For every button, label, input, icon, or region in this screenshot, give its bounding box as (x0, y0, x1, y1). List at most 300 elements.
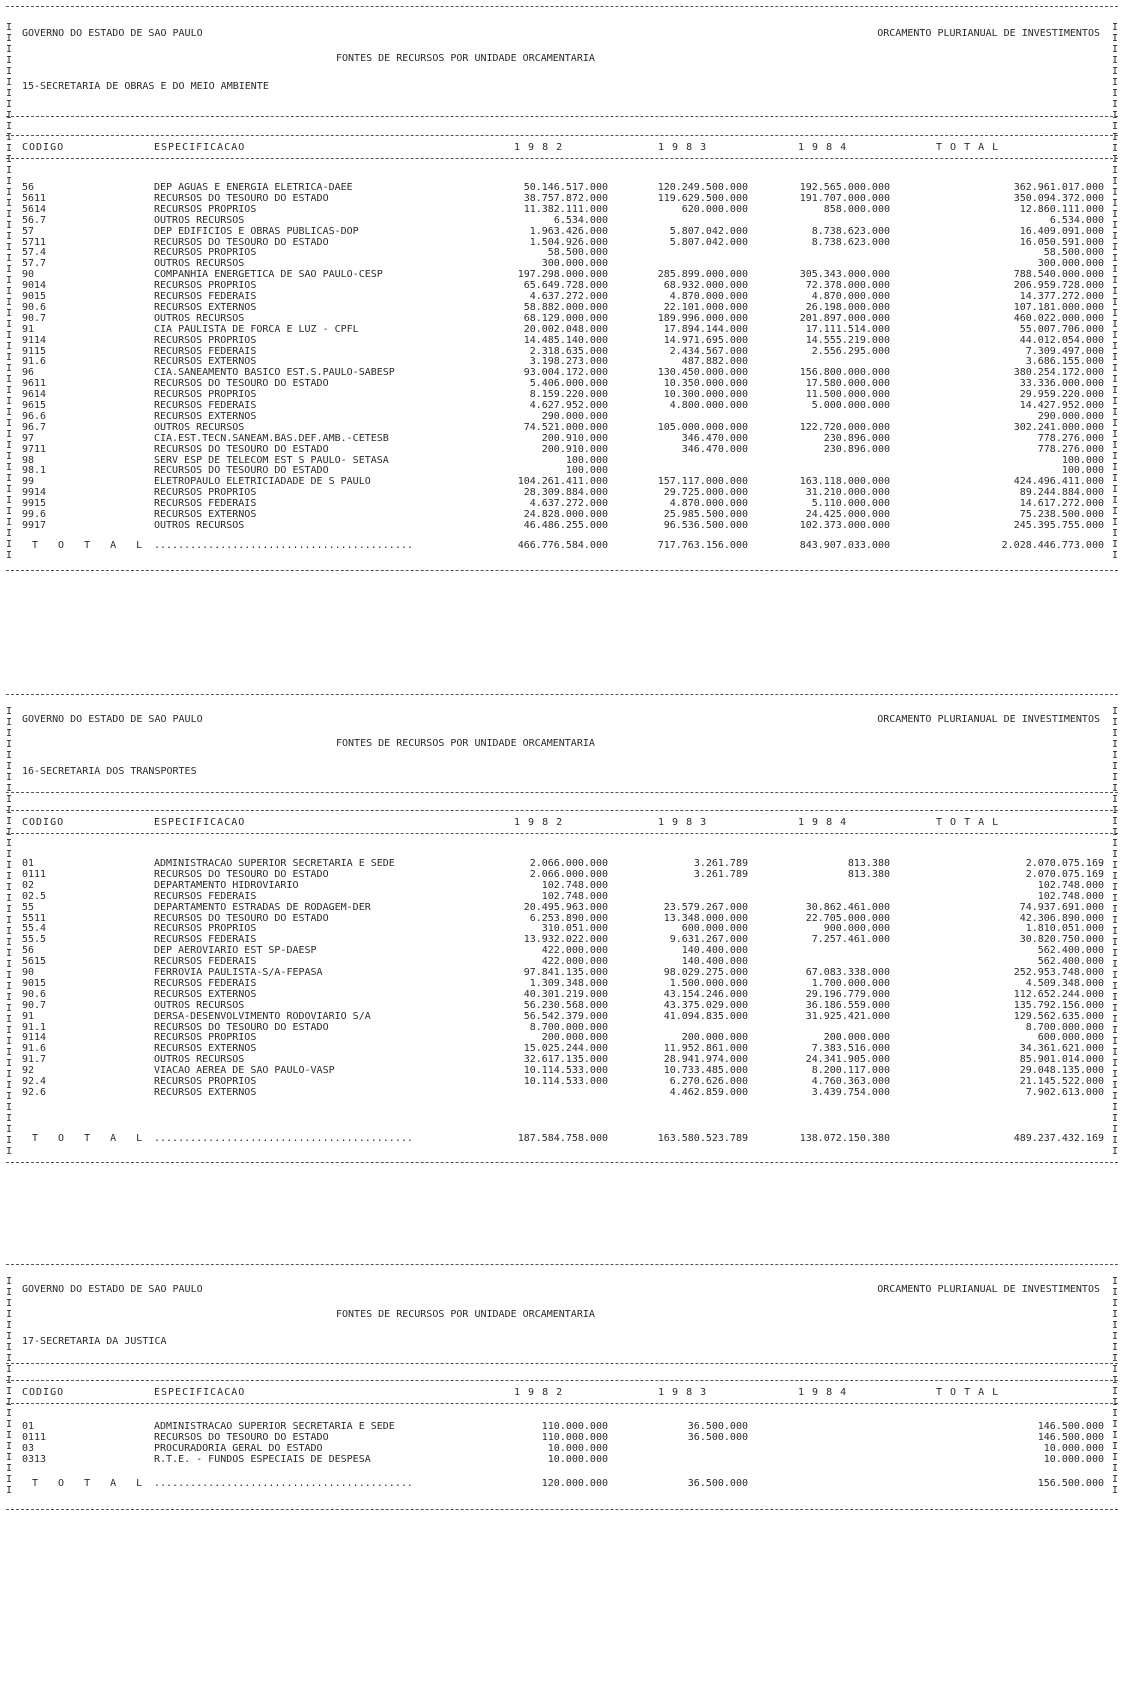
row-1983: 6.270.626.000 (669, 1076, 748, 1087)
row-1984: 8.200.117.000 (811, 1065, 890, 1077)
total-1982: 120.000.000 (541, 1478, 608, 1489)
table-row (6, 226, 1118, 237)
left-border: I I I I I I I I I I I I I I I I I I I I I I I I I I I I I I I I I I I I I I I I I I I I I I I I I (6, 22, 13, 561)
row-codigo: 9914 (22, 487, 47, 499)
row-especificacao: COMPANHIA ENERGETICA DE SAO PAULO-CESP (154, 269, 383, 281)
row-1984: 14.555.219.000 (805, 334, 890, 346)
row-total: 135.792.156.000 (1013, 999, 1104, 1011)
row-1983: 200.000.000 (681, 1032, 748, 1044)
total-1983: 717.763.156.000 (657, 540, 748, 551)
table-row (6, 1054, 1118, 1065)
row-especificacao: SERV ESP DE TELECOM EST S PAULO- SETASA (154, 454, 389, 466)
row-1983: 43.154.246.000 (663, 988, 748, 1000)
row-codigo: 9015 (22, 977, 47, 989)
row-1982: 11.382.111.000 (523, 203, 608, 215)
row-total: 44.012.054.000 (1019, 334, 1104, 346)
row-total: 14.377.272.000 (1019, 291, 1104, 302)
row-1982: 28.309.884.000 (523, 487, 608, 499)
row-1984: 191.707.000.000 (799, 192, 890, 204)
row-total: 102.748.000 (1037, 879, 1104, 891)
total-1984: 843.907.033.000 (799, 540, 890, 551)
secretaria-title: 15-SECRETARIA DE OBRAS E DO MEIO AMBIENTE (22, 81, 269, 92)
row-1984: 31.925.421.000 (805, 1010, 890, 1022)
row-total: 129.562.635.000 (1013, 1010, 1104, 1022)
row-codigo: 91 (22, 323, 35, 335)
row-1984: 200.000.000 (823, 1032, 890, 1044)
row-total: 206.959.728.000 (1013, 280, 1104, 292)
table-row (6, 913, 1118, 924)
row-codigo: 5615 (22, 956, 47, 968)
total-1984: 138.072.150.380 (799, 1133, 890, 1144)
row-codigo: 92.6 (22, 1086, 47, 1098)
row-codigo: 9115 (22, 345, 47, 357)
row-1982: 1.309.348.000 (529, 977, 608, 989)
col-1982: 1 9 8 2 (514, 817, 564, 828)
row-total: 42.306.890.000 (1019, 912, 1104, 924)
row-1984: 29.196.779.000 (805, 988, 890, 1000)
secretaria-title: 17-SECRETARIA DA JUSTICA (22, 1336, 167, 1347)
row-1983: 10.350.000.000 (663, 378, 748, 390)
row-especificacao: RECURSOS EXTERNOS (154, 988, 257, 1000)
row-total: 74.937.691.000 (1019, 901, 1104, 913)
row-codigo: 56.7 (22, 214, 47, 226)
col-1983: 1 9 8 3 (658, 142, 708, 153)
row-total: 600.000.000 (1037, 1032, 1104, 1044)
col-1984: 1 9 8 4 (798, 1387, 848, 1398)
row-1984: 17.111.514.000 (805, 323, 890, 335)
row-1984: 67.083.338.000 (805, 967, 890, 978)
row-1983: 36.500.000 (687, 1421, 748, 1432)
row-especificacao: DEP AEROVIARIO EST SP-DAESP (154, 945, 317, 957)
row-total: 85.901.014.000 (1019, 1054, 1104, 1066)
row-total: 380.254.172.000 (1013, 367, 1104, 379)
report-title: FONTES DE RECURSOS POR UNIDADE ORCAMENTARIA (336, 1309, 595, 1320)
row-1982: 50.146.517.000 (523, 182, 608, 193)
row-total: 4.509.348.000 (1025, 977, 1104, 989)
row-1983: 5.807.042.000 (669, 225, 748, 237)
row-1982: 10.114.533.000 (523, 1076, 608, 1087)
table-row (6, 1432, 1118, 1443)
row-codigo: 57.4 (22, 247, 47, 259)
row-total: 107.181.000.000 (1013, 301, 1104, 313)
row-especificacao: OUTROS RECURSOS (154, 999, 245, 1011)
row-total: 252.953.748.000 (1013, 967, 1104, 978)
row-total: 102.748.000 (1037, 890, 1104, 902)
row-1984: 230.896.000 (823, 443, 890, 455)
row-codigo: 03 (22, 1442, 35, 1454)
row-especificacao: RECURSOS FEDERAIS (154, 934, 257, 946)
row-total: 300.000.000 (1037, 258, 1104, 270)
row-total: 350.094.372.000 (1013, 192, 1104, 204)
total-row (6, 1478, 1118, 1489)
column-header-row (6, 142, 1118, 153)
row-1982: 2.318.635.000 (529, 345, 608, 357)
row-1984: 26.198.000.000 (805, 301, 890, 313)
row-especificacao: ADMINISTRACAO SUPERIOR SECRETARIA E SEDE (154, 858, 395, 869)
row-codigo: 02.5 (22, 890, 47, 902)
row-1982: 6.534.000 (553, 214, 608, 226)
row-1982: 8.159.220.000 (529, 389, 608, 401)
table-row (6, 215, 1118, 226)
row-especificacao: PROCURADORIA GERAL DO ESTADO (154, 1442, 323, 1454)
table-row (6, 335, 1118, 346)
row-codigo: 9014 (22, 280, 47, 292)
row-total: 562.400.000 (1037, 956, 1104, 968)
row-1982: 15.025.244.000 (523, 1043, 608, 1055)
row-1982: 10.000.000 (547, 1442, 608, 1454)
row-1984: 30.862.461.000 (805, 901, 890, 913)
total-total: 2.028.446.773.000 (1001, 540, 1104, 551)
row-total: 460.022.000.000 (1013, 312, 1104, 324)
row-1983: 4.870.000.000 (669, 498, 748, 510)
total-1983: 163.580.523.789 (657, 1133, 748, 1144)
table-row (6, 367, 1118, 378)
row-total: 6.534.000 (1049, 214, 1104, 226)
row-especificacao: RECURSOS DO TESOURO DO ESTADO (154, 465, 329, 477)
table-row (6, 258, 1118, 269)
row-codigo: 9711 (22, 443, 47, 455)
row-especificacao: RECURSOS DO TESOURO DO ESTADO (154, 1431, 329, 1443)
row-codigo: 98 (22, 454, 35, 466)
table-row (6, 869, 1118, 880)
total-total: 489.237.432.169 (1013, 1133, 1104, 1144)
row-1983: 10.300.000.000 (663, 389, 748, 401)
row-1982: 100.000 (565, 454, 608, 466)
total-dots: ........................................... (154, 540, 413, 551)
row-total: 16.050.591.000 (1019, 236, 1104, 248)
col-1984: 1 9 8 4 (798, 817, 848, 828)
row-especificacao: RECURSOS PROPRIOS (154, 487, 257, 499)
row-total: 21.145.522.000 (1019, 1076, 1104, 1087)
row-1982: 290.000.000 (541, 410, 608, 422)
row-1982: 200.910.000 (541, 432, 608, 444)
table-row (6, 237, 1118, 248)
row-1983: 157.117.000.000 (657, 476, 748, 488)
row-1984: 7.383.516.000 (811, 1043, 890, 1055)
row-codigo: 96.6 (22, 410, 47, 422)
row-total: 10.000.000 (1043, 1453, 1104, 1465)
total-dots: ........................................... (154, 1133, 413, 1144)
row-1982: 200.000.000 (541, 1032, 608, 1044)
row-especificacao: RECURSOS PROPRIOS (154, 203, 257, 215)
row-1982: 3.198.273.000 (529, 356, 608, 368)
row-codigo: 55 (22, 901, 35, 913)
row-codigo: 5711 (22, 236, 47, 248)
row-codigo: 9114 (22, 1032, 47, 1044)
row-especificacao: RECURSOS FEDERAIS (154, 498, 257, 510)
table-row (6, 476, 1118, 487)
table-row (6, 455, 1118, 466)
row-1983: 29.725.000.000 (663, 487, 748, 499)
row-total: 34.361.621.000 (1019, 1043, 1104, 1055)
row-especificacao: RECURSOS PROPRIOS (154, 1032, 257, 1044)
row-especificacao: RECURSOS PROPRIOS (154, 247, 257, 259)
col-1983: 1 9 8 3 (658, 817, 708, 828)
row-1984: 17.580.000.000 (805, 378, 890, 390)
row-total: 14.427.952.000 (1019, 400, 1104, 411)
row-codigo: 0111 (22, 868, 47, 880)
row-codigo: 0111 (22, 1431, 47, 1443)
row-codigo: 90.6 (22, 988, 47, 1000)
row-1982: 300.000.000 (541, 258, 608, 270)
col-total: T O T A L (936, 142, 1000, 153)
table-row (6, 346, 1118, 357)
row-1982: 200.910.000 (541, 443, 608, 455)
table-row (6, 509, 1118, 520)
row-1983: 22.101.000.000 (663, 301, 748, 313)
table-row (6, 1087, 1118, 1098)
row-1982: 102.748.000 (541, 890, 608, 902)
right-border: I I I I I I I I I I I I I I I I I I I I I I I I I I I I I I I I I I I I I I I I I I I I I I I I I (1111, 22, 1118, 561)
table-row (6, 891, 1118, 902)
row-especificacao: RECURSOS DO TESOURO DO ESTADO (154, 236, 329, 248)
row-especificacao: OUTROS RECURSOS (154, 519, 245, 531)
row-1982: 4.627.952.000 (529, 400, 608, 411)
row-1982: 6.253.890.000 (529, 912, 608, 924)
row-codigo: 90.7 (22, 999, 47, 1011)
col-total: T O T A L (936, 1387, 1000, 1398)
row-especificacao: RECURSOS PROPRIOS (154, 923, 257, 935)
col-codigo: CODIGO (22, 142, 65, 153)
table-row (6, 989, 1118, 1000)
row-total: 2.070.075.169 (1025, 868, 1104, 880)
row-1984: 11.500.000.000 (805, 389, 890, 401)
row-total: 290.000.000 (1037, 410, 1104, 422)
right-border: I I I I I I I I I I I I I I I I I I I I (1111, 1276, 1118, 1496)
row-1982: 100.000 (565, 465, 608, 477)
row-total: 29.959.220.000 (1019, 389, 1104, 401)
row-1983: 600.000.000 (681, 923, 748, 935)
col-total: T O T A L (936, 817, 1000, 828)
row-especificacao: RECURSOS EXTERNOS (154, 1086, 257, 1098)
row-total: 30.820.750.000 (1019, 934, 1104, 946)
row-especificacao: RECURSOS DO TESOURO DO ESTADO (154, 192, 329, 204)
report-title: FONTES DE RECURSOS POR UNIDADE ORCAMENTARIA (336, 53, 595, 64)
header-left: GOVERNO DO ESTADO DE SAO PAULO (22, 714, 203, 725)
header-left: GOVERNO DO ESTADO DE SAO PAULO (22, 28, 203, 39)
row-codigo: 9915 (22, 498, 47, 510)
row-1982: 74.521.000.000 (523, 421, 608, 433)
row-1982: 2.066.000.000 (529, 858, 608, 869)
row-especificacao: OUTROS RECURSOS (154, 312, 245, 324)
row-1984: 900.000.000 (823, 923, 890, 935)
row-especificacao: CIA PAULISTA DE FORCA E LUZ - CPFL (154, 323, 359, 335)
report-section-17 (6, 1262, 1118, 1702)
row-codigo: 91.7 (22, 1054, 47, 1066)
row-1982: 56.542.379.000 (523, 1010, 608, 1022)
row-1983: 5.807.042.000 (669, 236, 748, 248)
row-1982: 110.000.000 (541, 1431, 608, 1443)
table-row (6, 433, 1118, 444)
row-codigo: 02 (22, 879, 35, 891)
header-right: ORCAMENTO PLURIANUAL DE INVESTIMENTOS (877, 1284, 1100, 1295)
table-row (6, 1421, 1118, 1432)
row-1984: 858.000.000 (823, 203, 890, 215)
row-codigo: 90 (22, 967, 35, 978)
table-row (6, 498, 1118, 509)
row-especificacao: RECURSOS DO TESOURO DO ESTADO (154, 868, 329, 880)
row-1982: 20.495.963.000 (523, 901, 608, 913)
row-especificacao: RECURSOS FEDERAIS (154, 291, 257, 302)
table-row (6, 204, 1118, 215)
total-1982: 466.776.584.000 (517, 540, 608, 551)
row-1984: 5.000.000.000 (811, 400, 890, 411)
row-1984: 2.556.295.000 (811, 345, 890, 357)
row-especificacao: DEP AGUAS E ENERGIA ELETRICA-DAEE (154, 182, 353, 193)
table-row (6, 193, 1118, 204)
row-1982: 1.504.926.000 (529, 236, 608, 248)
row-codigo: 9917 (22, 519, 47, 531)
row-1982: 14.485.140.000 (523, 334, 608, 346)
row-1982: 4.637.272.000 (529, 498, 608, 510)
row-especificacao: RECURSOS EXTERNOS (154, 301, 257, 313)
row-total: 29.048.135.000 (1019, 1065, 1104, 1077)
row-1984: 22.705.000.000 (805, 912, 890, 924)
table-row (6, 1076, 1118, 1087)
row-especificacao: RECURSOS EXTERNOS (154, 410, 257, 422)
table-row (6, 934, 1118, 945)
row-total: 55.007.706.000 (1019, 323, 1104, 335)
col-especificacao: ESPECIFICACAO (154, 142, 246, 153)
row-1984: 156.800.000.000 (799, 367, 890, 379)
row-1983: 4.800.000.000 (669, 400, 748, 411)
row-1983: 11.952.861.000 (663, 1043, 748, 1055)
row-1983: 10.733.485.000 (663, 1065, 748, 1077)
table-row (6, 1043, 1118, 1054)
table-row (6, 967, 1118, 978)
table-row (6, 978, 1118, 989)
table-row (6, 1011, 1118, 1022)
row-codigo: 57.7 (22, 258, 47, 270)
row-total: 362.961.017.000 (1013, 182, 1104, 193)
row-1983: 119.629.500.000 (657, 192, 748, 204)
row-1982: 422.000.000 (541, 956, 608, 968)
row-1984: 122.720.000.000 (799, 421, 890, 433)
row-1983: 25.985.500.000 (663, 509, 748, 520)
row-codigo: 55.5 (22, 934, 47, 946)
row-especificacao: RECURSOS FEDERAIS (154, 977, 257, 989)
row-total: 7.902.613.000 (1025, 1086, 1104, 1098)
column-header-row (6, 1387, 1118, 1398)
row-1983: 36.500.000 (687, 1431, 748, 1443)
col-especificacao: ESPECIFICACAO (154, 817, 246, 828)
col-1983: 1 9 8 3 (658, 1387, 708, 1398)
row-especificacao: OUTROS RECURSOS (154, 421, 245, 433)
total-1982: 187.584.758.000 (517, 1133, 608, 1144)
row-1983: 487.882.000 (681, 356, 748, 368)
row-especificacao: RECURSOS PROPRIOS (154, 1076, 257, 1087)
total-label: T O T A L (32, 1133, 150, 1144)
row-1983: 4.462.859.000 (669, 1086, 748, 1098)
table-row (6, 411, 1118, 422)
row-1983: 41.094.835.000 (663, 1010, 748, 1022)
row-total: 112.652.244.000 (1013, 988, 1104, 1000)
row-1982: 13.932.022.000 (523, 934, 608, 946)
table-row (6, 902, 1118, 913)
col-1984: 1 9 8 4 (798, 142, 848, 153)
table-row (6, 422, 1118, 433)
row-codigo: 57 (22, 225, 35, 237)
table-row (6, 1454, 1118, 1465)
row-1984: 24.341.905.000 (805, 1054, 890, 1066)
row-total: 89.244.884.000 (1019, 487, 1104, 499)
row-total: 7.309.497.000 (1025, 345, 1104, 357)
row-1982: 38.757.872.000 (523, 192, 608, 204)
row-especificacao: RECURSOS PROPRIOS (154, 280, 257, 292)
row-1983: 2.434.567.000 (669, 345, 748, 357)
row-1982: 310.051.000 (541, 923, 608, 935)
column-header-row (6, 817, 1118, 828)
row-especificacao: RECURSOS DO TESOURO DO ESTADO (154, 443, 329, 455)
row-1983: 23.579.267.000 (663, 901, 748, 913)
table-row (6, 356, 1118, 367)
table-row (6, 280, 1118, 291)
table-row (6, 302, 1118, 313)
row-1983: 620.000.000 (681, 203, 748, 215)
row-1983: 346.470.000 (681, 443, 748, 455)
row-total: 33.336.000.000 (1019, 378, 1104, 390)
row-especificacao: CIA.EST.TECN.SANEAM.BAS.DEF.AMB.-CETESB (154, 432, 389, 444)
row-1982: 97.841.135.000 (523, 967, 608, 978)
col-1982: 1 9 8 2 (514, 142, 564, 153)
row-1983: 130.450.000.000 (657, 367, 748, 379)
row-1984: 813.380 (847, 858, 890, 869)
row-total: 10.000.000 (1043, 1442, 1104, 1454)
row-1982: 2.066.000.000 (529, 868, 608, 880)
row-total: 562.400.000 (1037, 945, 1104, 957)
row-total: 100.000 (1061, 454, 1104, 466)
report-section-16 (6, 692, 1118, 1212)
row-especificacao: RECURSOS FEDERAIS (154, 345, 257, 357)
row-1984: 5.110.000.000 (811, 498, 890, 510)
table-row (6, 400, 1118, 411)
row-codigo: 99.6 (22, 509, 47, 520)
row-total: 100.000 (1061, 465, 1104, 477)
row-especificacao: DEPARTAMENTO ESTRADAS DE RODAGEM-DER (154, 901, 371, 913)
row-1983: 1.500.000.000 (669, 977, 748, 989)
secretaria-title: 16-SECRETARIA DOS TRANSPORTES (22, 766, 197, 777)
row-especificacao: RECURSOS FEDERAIS (154, 956, 257, 968)
row-total: 302.241.000.000 (1013, 421, 1104, 433)
row-codigo: 5511 (22, 912, 47, 924)
row-1983: 96.536.500.000 (663, 519, 748, 531)
row-especificacao: RECURSOS EXTERNOS (154, 509, 257, 520)
row-1984: 230.896.000 (823, 432, 890, 444)
row-codigo: 9015 (22, 291, 47, 302)
row-1984: 31.210.000.000 (805, 487, 890, 499)
left-border: I I I I I I I I I I I I I I I I I I I I I I I I I I I I I I I I I I I I I I I I I (6, 706, 13, 1157)
row-especificacao: DEP EDIFICIOS E OBRAS PUBLICAS-DOP (154, 225, 359, 237)
col-1982: 1 9 8 2 (514, 1387, 564, 1398)
row-especificacao: OUTROS RECURSOS (154, 214, 245, 226)
row-especificacao: RECURSOS EXTERNOS (154, 1043, 257, 1055)
row-especificacao: ELETROPAULO ELETRICIADADE DE S PAULO (154, 476, 371, 488)
table-row (6, 1022, 1118, 1033)
total-1983: 36.500.000 (687, 1478, 748, 1489)
table-row (6, 465, 1118, 476)
table-row (6, 269, 1118, 280)
row-codigo: 90 (22, 269, 35, 281)
report-title: FONTES DE RECURSOS POR UNIDADE ORCAMENTARIA (336, 738, 595, 749)
row-especificacao: DERSA-DESENVOLVIMENTO RODOVIARIO S/A (154, 1010, 371, 1022)
row-1982: 68.129.000.000 (523, 312, 608, 324)
row-1984: 163.118.000.000 (799, 476, 890, 488)
row-codigo: 99 (22, 476, 35, 488)
row-especificacao: RECURSOS PROPRIOS (154, 334, 257, 346)
row-total: 12.860.111.000 (1019, 203, 1104, 215)
row-1984: 305.343.000.000 (799, 269, 890, 281)
total-dots: ........................................... (154, 1478, 413, 1489)
